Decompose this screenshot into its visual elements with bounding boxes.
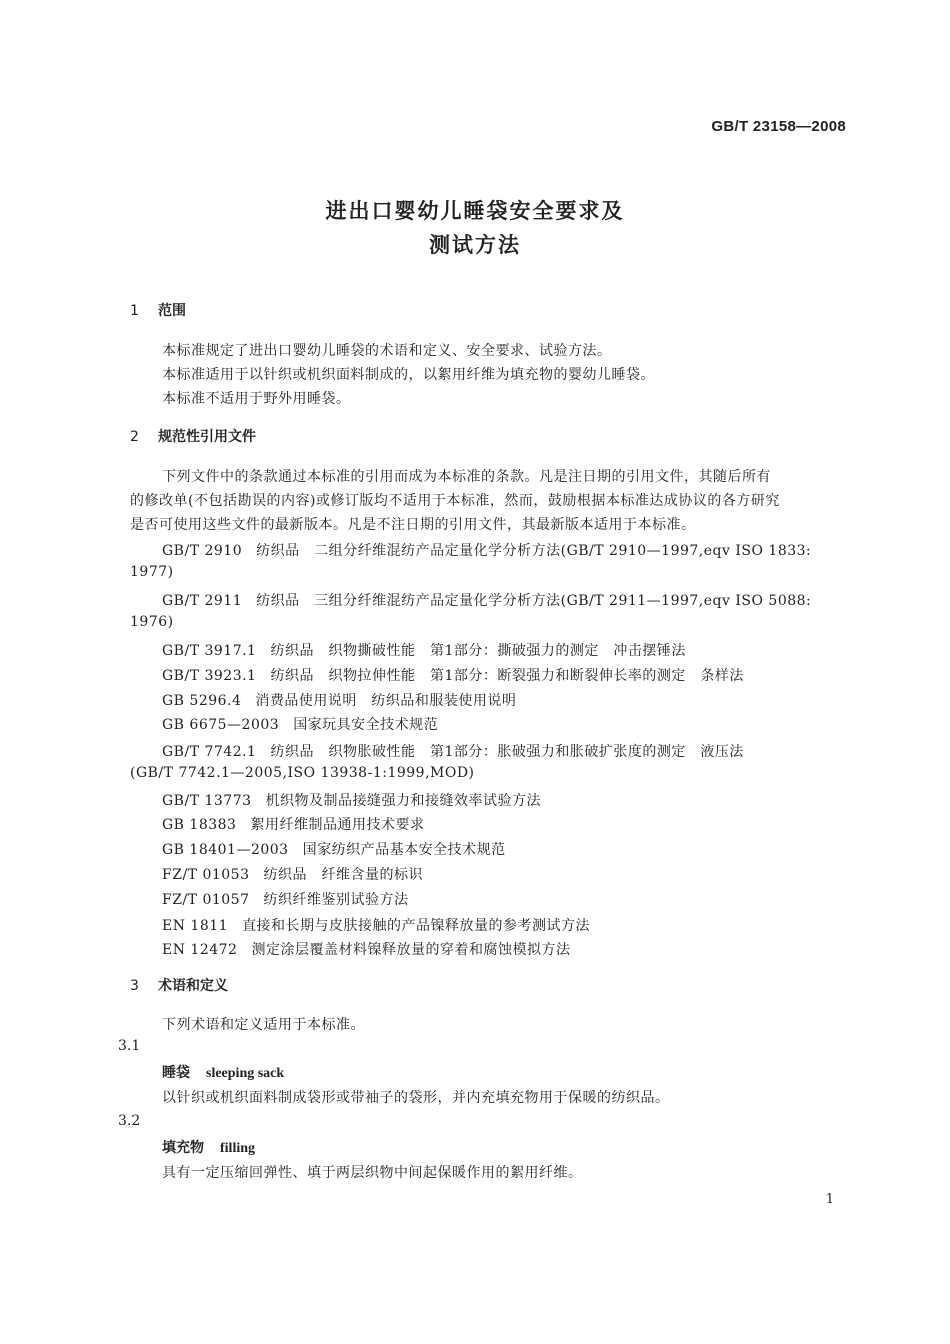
reference-title: 测定涂层覆盖材料镍释放量的穿着和腐蚀模拟方法 — [251, 942, 571, 958]
document-title — [0, 194, 950, 262]
intro-line: 是否可使用这些文件的最新版本。凡是不注日期的引用文件，其最新版本适用于本标准。 — [130, 517, 696, 533]
reference-code: GB/T 2911 — [162, 593, 243, 609]
reference-item — [162, 939, 570, 959]
term-heading — [162, 1062, 284, 1082]
reference-item — [162, 790, 541, 810]
reference-code: GB/T 3923.1 — [162, 668, 257, 684]
term-en: filling — [220, 1141, 256, 1156]
page-number: 1 — [825, 1192, 834, 1207]
reference-title: 纺织品 织物胀破性能 第1部分：胀破强力和胀破扩张度的测定 液压法 — [270, 744, 744, 760]
term-definition: 具有一定压缩回弹性、填于两层织物中间起保暖作用的絮用纤维。 — [162, 1165, 583, 1181]
reference-item — [162, 864, 423, 884]
reference-code: EN 1811 — [162, 918, 229, 934]
reference-item — [162, 741, 744, 761]
reference-code: FZ/T 01057 — [162, 892, 250, 908]
section-title: 术语和定义 — [158, 978, 228, 994]
section-number: 1 — [130, 303, 139, 319]
reference-code: GB/T 3917.1 — [162, 643, 257, 659]
reference-item — [162, 839, 506, 859]
reference-code: GB 6675—2003 — [162, 717, 280, 733]
reference-title: 纺织品 三组分纤维混纺产品定量化学分析方法(GB/T 2911—1997,eqv ISO 5088: — [256, 593, 812, 609]
section-3-heading — [130, 975, 228, 995]
reference-code: EN 12472 — [162, 942, 238, 958]
title-line-2: 测试方法 — [429, 233, 521, 257]
reference-item — [162, 814, 424, 834]
section-title: 范围 — [158, 303, 186, 319]
paragraph: 本标准不适用于野外用睡袋。 — [162, 391, 351, 407]
reference-title: 絮用纤维制品通用技术要求 — [250, 817, 425, 833]
reference-title: 纺织品 纤维含量的标识 — [263, 867, 423, 883]
term-definition: 以针织或机织面料制成袋形或带袖子的袋形，并内充填充物用于保暖的纺织品。 — [162, 1090, 670, 1106]
term-cn: 填充物 — [162, 1140, 204, 1156]
section-1-heading — [130, 300, 186, 320]
reference-title: 消费品使用说明 纺织品和服装使用说明 — [255, 693, 517, 709]
reference-title: 机织物及制品接缝强力和接缝效率试验方法 — [265, 793, 542, 809]
reference-title: 国家纺织产品基本安全技术规范 — [302, 842, 506, 858]
section-number: 2 — [130, 429, 139, 445]
paragraph: 本标准适用于以针织或机织面料制成的，以絮用纤维为填充物的婴幼儿睡袋。 — [162, 367, 655, 383]
term-number: 3.2 — [118, 1113, 141, 1129]
reference-code: GB/T 7742.1 — [162, 744, 257, 760]
reference-code: GB 5296.4 — [162, 693, 242, 709]
reference-title: 纺织品 织物撕破性能 第1部分：撕破强力的测定 冲击摆锤法 — [270, 643, 686, 659]
reference-title: 纺织品 二组分纤维混纺产品定量化学分析方法(GB/T 2910—1997,eqv ISO 1833: — [256, 543, 812, 559]
term-number: 3.1 — [118, 1038, 141, 1054]
standard-number: GB/T 23158—2008 — [711, 118, 846, 135]
reference-continuation: (GB/T 7742.1—2005,ISO 13938-1:1999,MOD) — [130, 765, 475, 781]
term-heading — [162, 1137, 255, 1157]
reference-title: 国家玩具安全技术规范 — [293, 717, 439, 733]
reference-title: 纺织品 织物拉伸性能 第1部分：断裂强力和断裂伸长率的测定 条样法 — [270, 668, 744, 684]
term-cn: 睡袋 — [162, 1065, 190, 1081]
reference-item — [162, 540, 811, 560]
reference-code: GB 18401—2003 — [162, 842, 289, 858]
reference-item — [162, 889, 408, 909]
reference-continuation: 1977) — [130, 564, 174, 580]
section-number: 3 — [130, 978, 139, 994]
reference-code: GB 18383 — [162, 817, 237, 833]
reference-code: GB/T 13773 — [162, 793, 252, 809]
intro-line: 的修改单(不包括勘误的内容)或修订版均不适用于本标准，然而，鼓励根据本标准达成协议的各方研究 — [130, 493, 780, 509]
paragraph: 下列术语和定义适用于本标准。 — [162, 1017, 365, 1033]
title-line-1: 进出口婴幼儿睡袋安全要求及 — [325, 199, 625, 223]
term-en: sleeping sack — [206, 1066, 285, 1081]
reference-code: FZ/T 01053 — [162, 867, 250, 883]
reference-title: 纺织纤维鉴别试验方法 — [263, 892, 409, 908]
reference-item — [162, 714, 438, 734]
reference-title: 直接和长期与皮肤接触的产品镍释放量的参考测试方法 — [242, 918, 591, 934]
reference-item — [162, 640, 686, 660]
intro-line: 下列文件中的条款通过本标准的引用而成为本标准的条款。凡是注日期的引用文件，其随后所有 — [162, 469, 771, 485]
paragraph: 本标准规定了进出口婴幼儿睡袋的术语和定义、安全要求、试验方法。 — [162, 343, 612, 359]
reference-item — [162, 915, 590, 935]
reference-code: GB/T 2910 — [162, 543, 243, 559]
reference-item — [162, 665, 744, 685]
section-2-heading — [130, 426, 256, 446]
section-title: 规范性引用文件 — [158, 429, 256, 445]
reference-continuation: 1976) — [130, 614, 174, 630]
reference-item — [162, 590, 811, 610]
reference-item — [162, 690, 516, 710]
